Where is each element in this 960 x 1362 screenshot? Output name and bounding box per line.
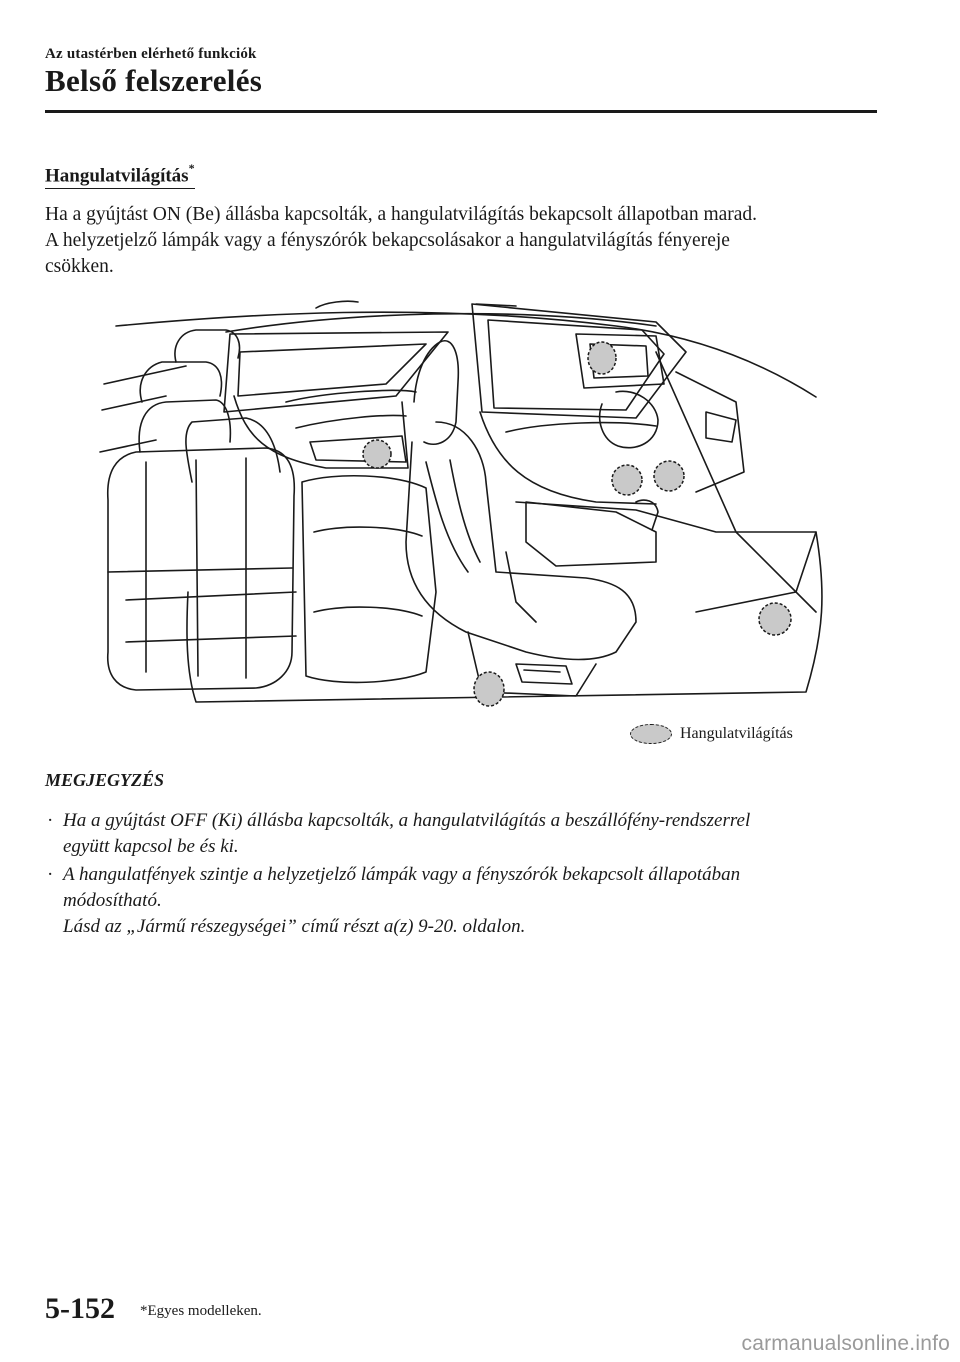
page-number: 5-152 bbox=[45, 1292, 115, 1325]
page-title: Belső felszerelés bbox=[45, 63, 263, 98]
cross-reference: Lásd az „Jármű részegységei” című részt a(z) 9-20. oldalon. bbox=[63, 916, 526, 937]
interior-illustration bbox=[96, 292, 831, 718]
note-line: együtt kapcsol be és ki. bbox=[63, 836, 239, 857]
watermark: carmanualsonline.info bbox=[741, 1332, 950, 1355]
ambient-light-marker bbox=[363, 440, 391, 468]
note-line: módosítható. bbox=[63, 890, 162, 911]
note-item bbox=[45, 862, 885, 940]
ambient-light-marker bbox=[588, 342, 616, 374]
note-line: A hangulatfények szintje a helyzetjelző lámpák vagy a fényszórók bekapcsolt állapotában bbox=[63, 864, 741, 885]
section-heading bbox=[45, 163, 195, 189]
legend-label: Hangulatvilágítás bbox=[680, 725, 793, 742]
ambient-light-marker bbox=[474, 672, 504, 706]
section-heading-text: Hangulatvilágítás bbox=[45, 165, 189, 187]
note-heading: MEGJEGYZÉS bbox=[45, 770, 165, 790]
chapter-kicker: Az utastérben elérhető funkciók bbox=[45, 46, 257, 62]
note-item bbox=[45, 808, 885, 860]
intro-line: csökken. bbox=[45, 256, 114, 277]
ambient-light-marker bbox=[759, 603, 791, 635]
note-line: Ha a gyújtást OFF (Ki) állásba kapcsolták, a hangulatvilágítás a beszállófény-rendszerrel bbox=[63, 810, 751, 831]
intro-line: A helyzetjelző lámpák vagy a fényszórók bekapcsolásakor a hangulatvilágítás fényereje bbox=[45, 230, 730, 251]
ambient-light-swatch bbox=[630, 724, 672, 744]
bullet-icon: · bbox=[47, 864, 54, 885]
title-rule bbox=[45, 110, 877, 113]
intro-paragraph bbox=[45, 202, 875, 280]
figure-legend bbox=[630, 722, 793, 746]
intro-line: Ha a gyújtást ON (Be) állásba kapcsolták, a hangulatvilágítás bekapcsolt állapotban marad. bbox=[45, 204, 758, 225]
footnote: *Egyes modelleken. bbox=[140, 1303, 262, 1319]
ambient-light-marker bbox=[612, 465, 642, 495]
note-list bbox=[45, 808, 885, 942]
bullet-icon: · bbox=[47, 810, 54, 831]
ambient-light-marker bbox=[654, 461, 684, 491]
optional-equipment-mark: * bbox=[188, 161, 195, 175]
